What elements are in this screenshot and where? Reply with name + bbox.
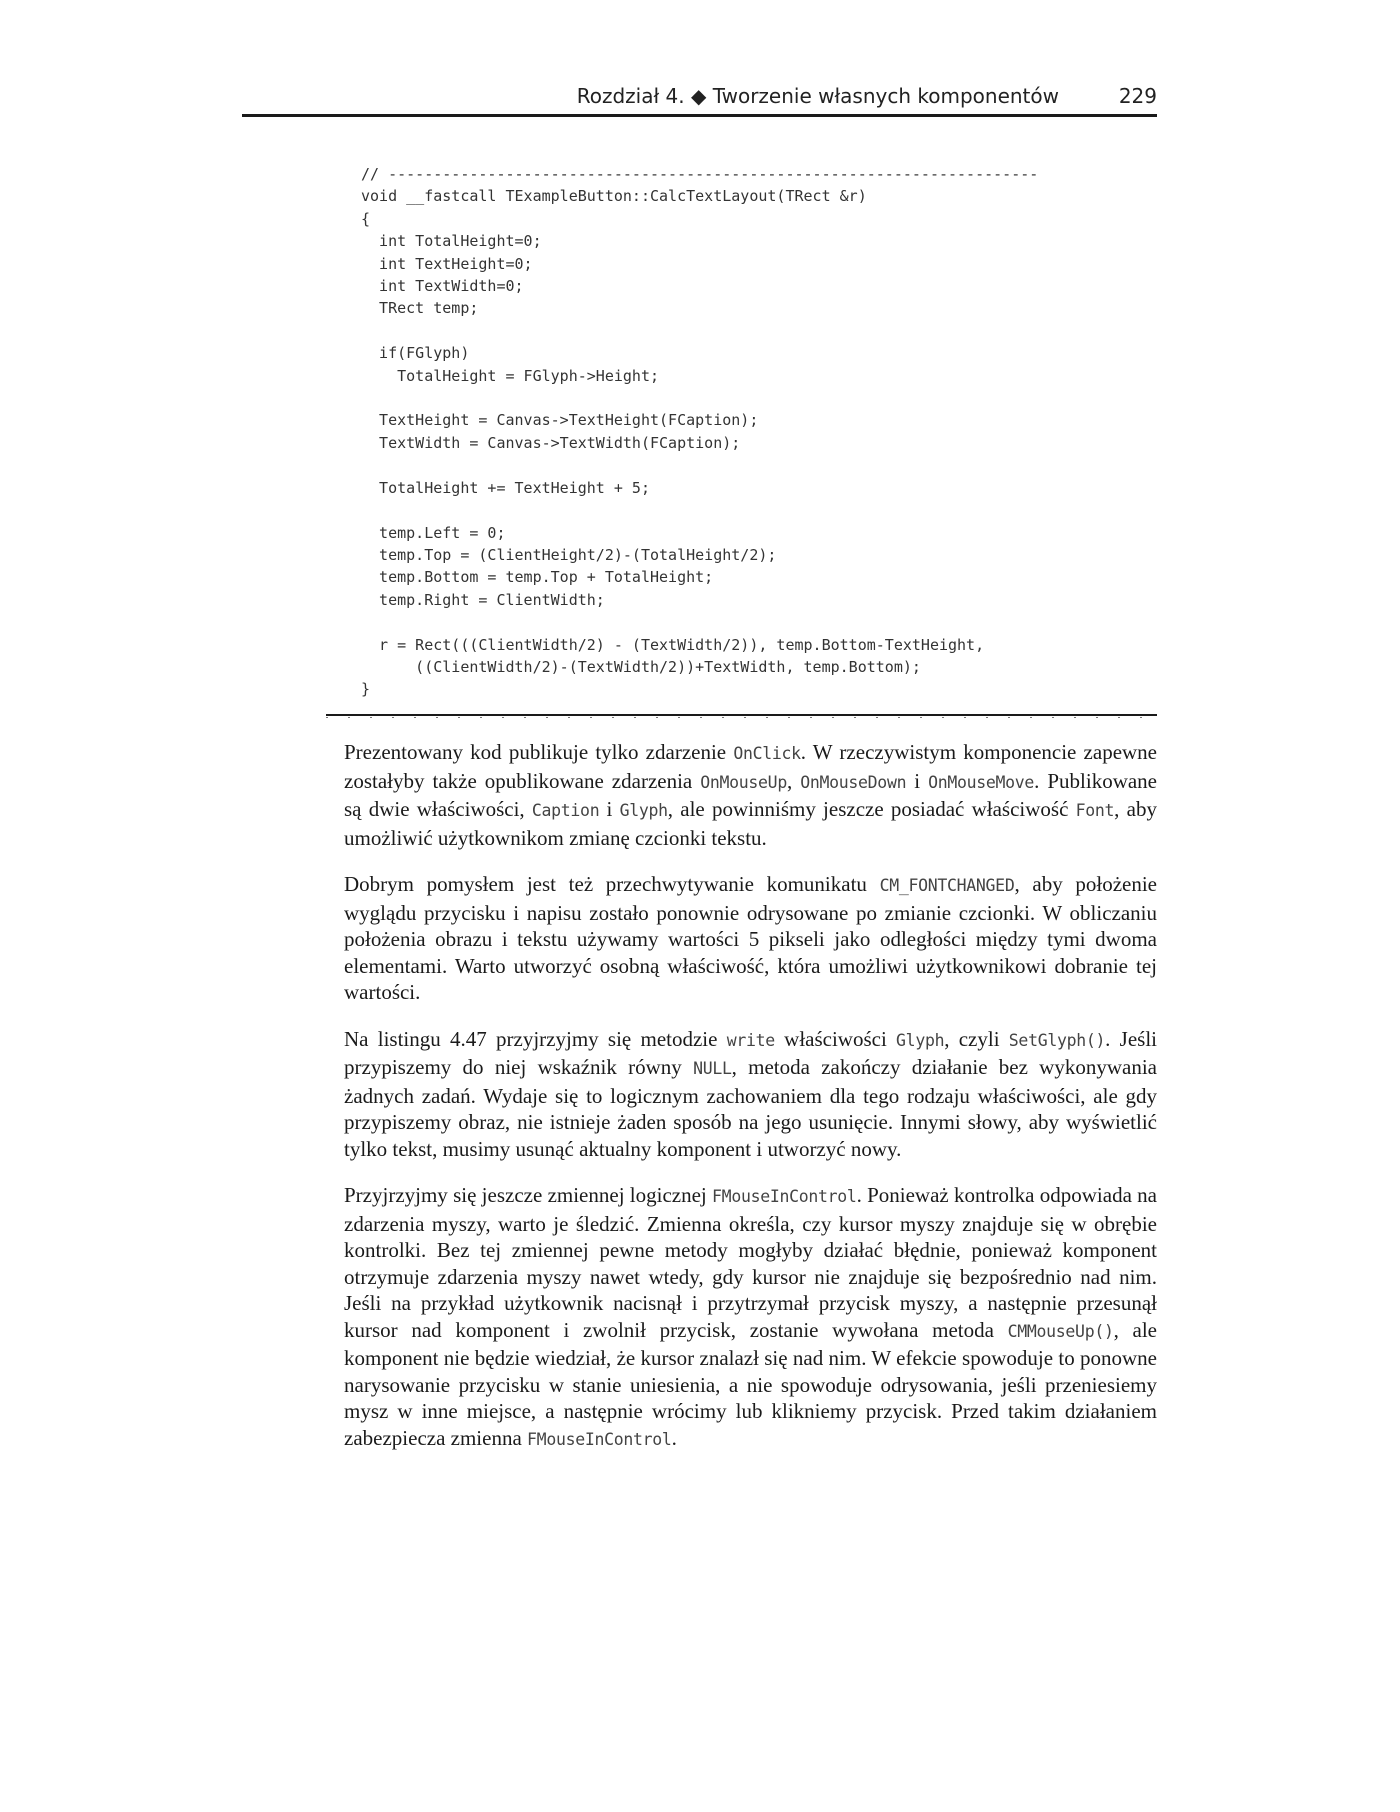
header-rule	[242, 114, 1157, 117]
code-end-dashes	[326, 717, 1157, 718]
inline-code: FMouseInControl	[527, 1429, 672, 1449]
paragraph	[344, 1026, 1157, 1163]
code-end-rule	[326, 714, 1157, 716]
paragraph-text: , ale powinniśmy jeszcze posiadać właściwość	[667, 797, 1076, 821]
paragraph-text: Przyjrzyjmy się jeszcze zmiennej logicznej	[344, 1183, 713, 1207]
inline-code: CMMouseUp()	[1007, 1321, 1114, 1341]
inline-code: OnClick	[733, 744, 801, 763]
paragraph-text: , metoda zakończy działanie bez wykonywania żadnych zadań. Wydaje się to logicznym zachowaniem dla tego rodzaju właściwości, ale gdy przypiszemy obraz, nie istnieje żaden sposób na jego usunięcie. Innymi słowy, aby wyświetlić tylko tekst, musimy usunąć aktualny komponent i utworzyć nowy.	[344, 1055, 1157, 1161]
inline-code: OnMouseDown	[800, 772, 907, 792]
body-text	[344, 739, 1157, 1473]
inline-code: SetGlyph()	[1008, 1030, 1106, 1050]
paragraph-text: .	[671, 1425, 677, 1450]
inline-code: Glyph	[619, 801, 668, 820]
inline-code: Font	[1075, 801, 1115, 820]
chapter-title: Rozdział 4. ◆ Tworzenie własnych komponentów	[576, 84, 1059, 108]
code-listing: // ------------------------------------------------------------------------ void __fastcall TExampleButton::CalcTextLayout(TRect &r) { int TotalHeight=0; int TextHeight=0; int TextWidth=0; TRect temp; if(FGlyph) TotalHeight = FGlyph->Height; TextHeight = Canvas->TextHeight(FCaption); TextWidth = Canvas->TextWidth(FCaption); TotalHeight += TextHeight + 5; temp.Left = 0; temp.Top = (ClientHeight/2)-(TotalHeight/2); temp.Bottom = temp.Top + TotalHeight; temp.Right = ClientWidth; r = Rect(((ClientWidth/2) - (TextWidth/2)), temp.Bottom-TextHeight, ((ClientWidth/2)-(TextWidth/2))+TextWidth, temp.Bottom); }	[361, 165, 1039, 699]
running-header	[242, 80, 1157, 110]
paragraph-text: i	[599, 797, 620, 821]
inline-code: OnMouseMove	[928, 772, 1035, 792]
paragraph-text: , czyli	[944, 1026, 1009, 1051]
inline-code: FMouseInControl	[712, 1187, 857, 1206]
paragraph-text: , ale komponent nie będzie wiedział, że kursor znalazł się nad nim. W efekcie spowoduje to ponowne narysowanie przycisku w stanie uniesienia, a nie spowoduje odrysowania, jeśli przeniesiemy mysz w inne miejsce, a następnie wrócimy lub klikniemy przycisk. Przed takim działaniem zabezpiecza zmienna	[344, 1317, 1158, 1450]
paragraph-text: , aby umożliwić użytkownikom zmianę czcionki tekstu.	[344, 797, 1157, 850]
paragraph-text: , aby położenie wyglądu przycisku i napisu zostało ponownie odrysowane po zmianie czcionki. W obliczaniu położenia obrazu i tekstu używamy wartości 5 pikseli jako odległości między tymi dwoma elementami. Warto utworzyć osobną właściwość, która umożliwi użytkownikowi dobranie tej wartości.	[344, 872, 1157, 1004]
paragraph-text: właściwości	[774, 1026, 897, 1051]
paragraph-text: . W rzeczywistym komponencie zapewne zostałyby także opublikowane zdarzenia	[344, 740, 1157, 793]
paragraph-text: . Ponieważ kontrolka odpowiada na zdarzenia myszy, warto je śledzić. Zmienna określa, czy kursor myszy znajduje się w obrębie kontrolki. Bez tej zmiennej pewne metody mogłyby działać błędnie, ponieważ komponent otrzymuje zdarzenia myszy nawet wtedy, gdy kursor nie znajduje się bezpośrednio nad nim. Jeśli na przykład użytkownik nacisnął i przytrzymał przycisk myszy, a następnie przesunął kursor nad komponent i zwolnił przycisk, zostanie wywołana metoda	[344, 1183, 1157, 1342]
inline-code: OnMouseUp	[700, 772, 787, 792]
paragraph-text: Na listingu 4.47 przyjrzyjmy się metodzie	[344, 1026, 727, 1051]
paragraph	[344, 1182, 1157, 1453]
paragraph-text: . Publikowane są dwie właściwości,	[344, 768, 1157, 821]
inline-code: Caption	[531, 801, 600, 820]
page-number: 229	[1118, 84, 1157, 108]
paragraph	[344, 739, 1157, 851]
paragraph-text: Prezentowany kod publikuje tylko zdarzenie	[344, 740, 734, 764]
paragraph-text: . Jeśli przypiszemy do niej wskaźnik równy	[344, 1026, 1157, 1079]
paragraph-text: i	[906, 768, 929, 793]
paragraph-text: ,	[786, 768, 801, 793]
inline-code: NULL	[693, 1059, 732, 1078]
inline-code: CM_FONTCHANGED	[879, 876, 1015, 895]
inline-code: write	[726, 1030, 775, 1050]
inline-code: Glyph	[896, 1030, 945, 1050]
paragraph	[344, 871, 1157, 1006]
paragraph-text: Dobrym pomysłem jest też przechwytywanie komunikatu	[344, 872, 880, 896]
